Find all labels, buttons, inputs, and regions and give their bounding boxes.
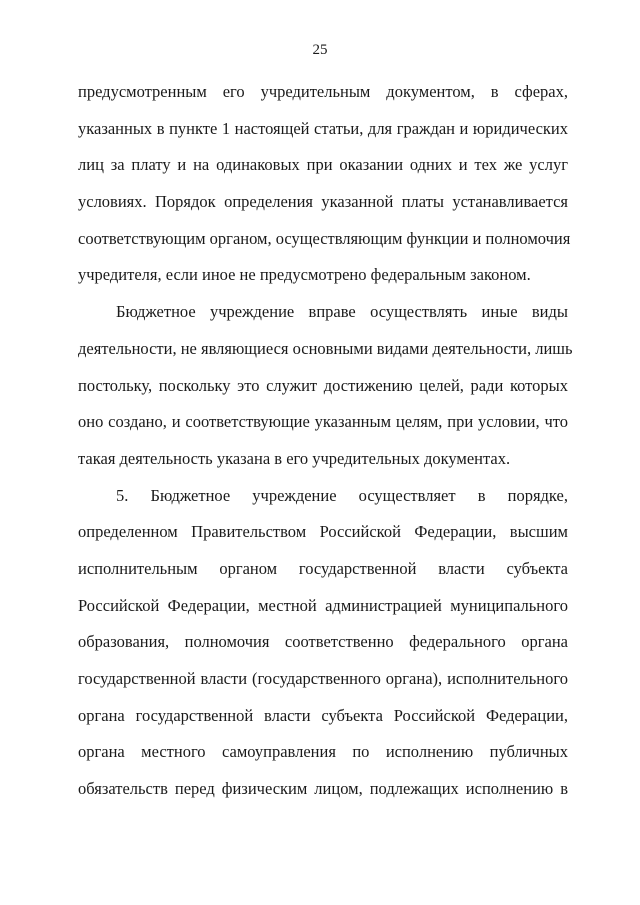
text-line: Бюджетное учреждение вправе осуществлять иные виды — [116, 302, 568, 322]
page-number: 25 — [312, 42, 328, 58]
text-line: лиц за плату и на одинаковых при оказании одних и тех же услуг — [78, 155, 568, 175]
text-line: органа государственной власти субъекта Российской Федерации, — [78, 705, 568, 725]
text-line: предусмотренным его учредительным документом, в сферах, — [78, 82, 568, 101]
text-line: такая деятельность указана в его учредительных документах. — [78, 448, 511, 468]
text-line: определенном Правительством Российской Федерации, высшим — [78, 522, 568, 542]
text-line: образования, полномочия соответственно федерального органа — [78, 632, 568, 652]
text-line: государственной власти (государственного органа), исполнительного — [78, 669, 568, 688]
text-line: обязательств перед физическим лицом, подлежащих исполнению в — [78, 779, 568, 799]
paragraph-1 — [78, 74, 571, 294]
text-line: исполнительным органом государственной власти субъекта — [78, 558, 568, 578]
text-line: Российской Федерации, местной администрацией муниципального — [78, 595, 568, 615]
text-line: учредителя, если иное не предусмотрено федеральным законом. — [78, 265, 531, 285]
text-line: 5. Бюджетное учреждение осуществляет в порядке, — [116, 485, 568, 505]
text-line: условиях. Порядок определения указанной платы устанавливается — [78, 192, 568, 212]
text-line: оно создано, и соответствующие указанным целям, при условии, что — [78, 412, 568, 432]
text-line: постольку, поскольку это служит достижению целей, ради которых — [78, 375, 568, 395]
paragraph-3 — [78, 478, 568, 808]
document-body — [78, 74, 573, 808]
text-line: указанных в пункте 1 настоящей статьи, для граждан и юридических — [78, 118, 568, 138]
paragraph-2 — [78, 294, 573, 477]
text-line: органа местного самоуправления по исполнению публичных — [78, 742, 568, 762]
text-line: деятельности, не являющиеся основными видами деятельности, лишь — [78, 338, 573, 358]
text-line: соответствующим органом, осуществляющим функции и полномочия — [78, 228, 571, 248]
